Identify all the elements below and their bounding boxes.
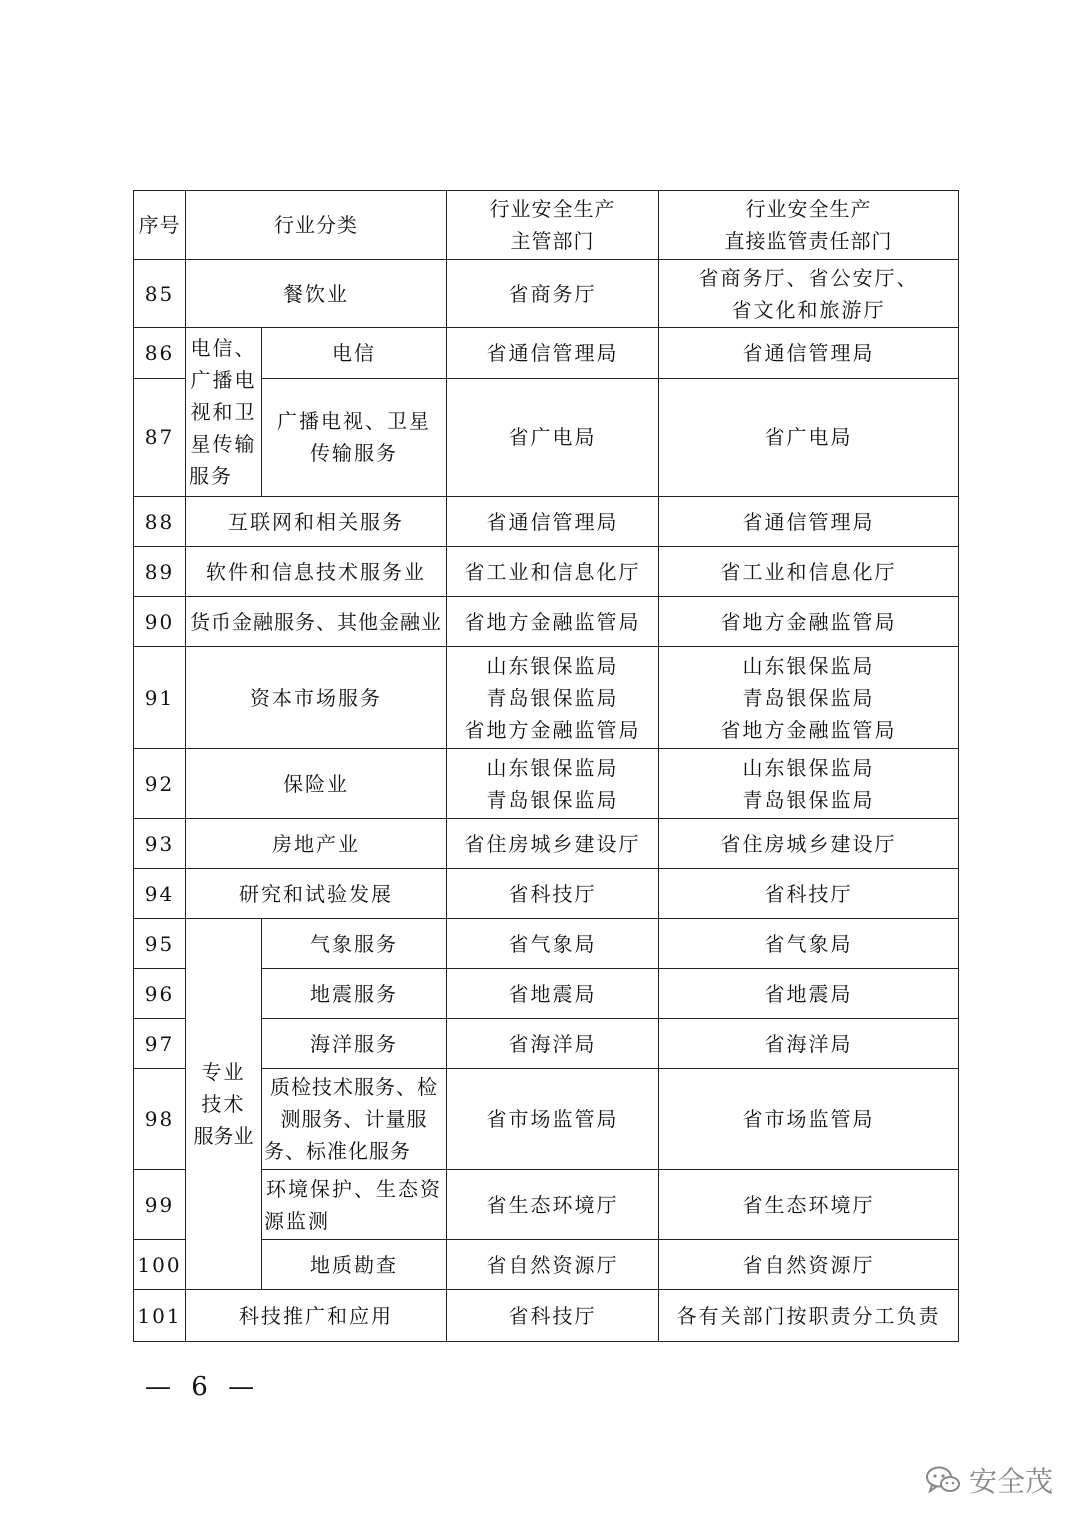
header-dept: 行业安全生产 主管部门 (447, 191, 659, 260)
table-row: 87 广播电视、卫星 传输服务 省广电局 省广电局 (134, 378, 959, 496)
wechat-icon (925, 1465, 961, 1495)
table-row: 85 餐饮业 省商务厅 省商务厅、省公安厅、 省文化和旅游厅 (134, 260, 959, 328)
table-row: 97 海洋服务 省海洋局 省海洋局 (134, 1019, 959, 1069)
page-number: — 6 — (145, 1372, 261, 1402)
header-category: 行业分类 (186, 191, 447, 260)
table-row: 94 研究和试验发展 省科技厅 省科技厅 (134, 869, 959, 919)
group-professional-services: 专业 技术 服务业 (186, 919, 262, 1290)
table-row: 92 保险业 山东银保监局 青岛银保监局 山东银保监局 青岛银保监局 (134, 749, 959, 819)
table-row: 86 电信、广播电视和卫星传输服务 电信 省通信管理局 省通信管理局 (134, 328, 959, 379)
table-row: 99 环境保护、生态资源监测 省生态环境厅 省生态环境厅 (134, 1170, 959, 1240)
watermark (925, 1460, 1053, 1500)
table-row: 93 房地产业 省住房城乡建设厅 省住房城乡建设厅 (134, 819, 959, 869)
table-row: 95 专业 技术 服务业 气象服务 省气象局 省气象局 (134, 919, 959, 969)
table-row: 89 软件和信息技术服务业 省工业和信息化厅 省工业和信息化厅 (134, 547, 959, 597)
responsibility-table (133, 190, 959, 1342)
table-row: 96 地震服务 省地震局 省地震局 (134, 969, 959, 1019)
table-row: 100 地质勘查 省自然资源厅 省自然资源厅 (134, 1240, 959, 1290)
table-row: 91 资本市场服务 山东银保监局 青岛银保监局 省地方金融监管局 山东银保监局 青岛银保监局 省地方金融监管局 (134, 647, 959, 749)
table-header-row (134, 191, 959, 260)
group-telecom: 电信、广播电视和卫星传输服务 (186, 328, 262, 497)
header-direct: 行业安全生产 直接监管责任部门 (659, 191, 959, 260)
table-row: 101 科技推广和应用 省科技厅 各有关部门按职责分工负责 (134, 1290, 959, 1342)
header-seq: 序号 (134, 191, 186, 260)
table-row: 88 互联网和相关服务 省通信管理局 省通信管理局 (134, 497, 959, 547)
table-row: 98 质检技术服务、检测服务、计量服务、标准化服务 省市场监管局 省市场监管局 (134, 1069, 959, 1170)
watermark-text: 安全茂 (969, 1465, 1054, 1498)
table-row: 90 货币金融服务、其他金融业 省地方金融监管局 省地方金融监管局 (134, 597, 959, 647)
